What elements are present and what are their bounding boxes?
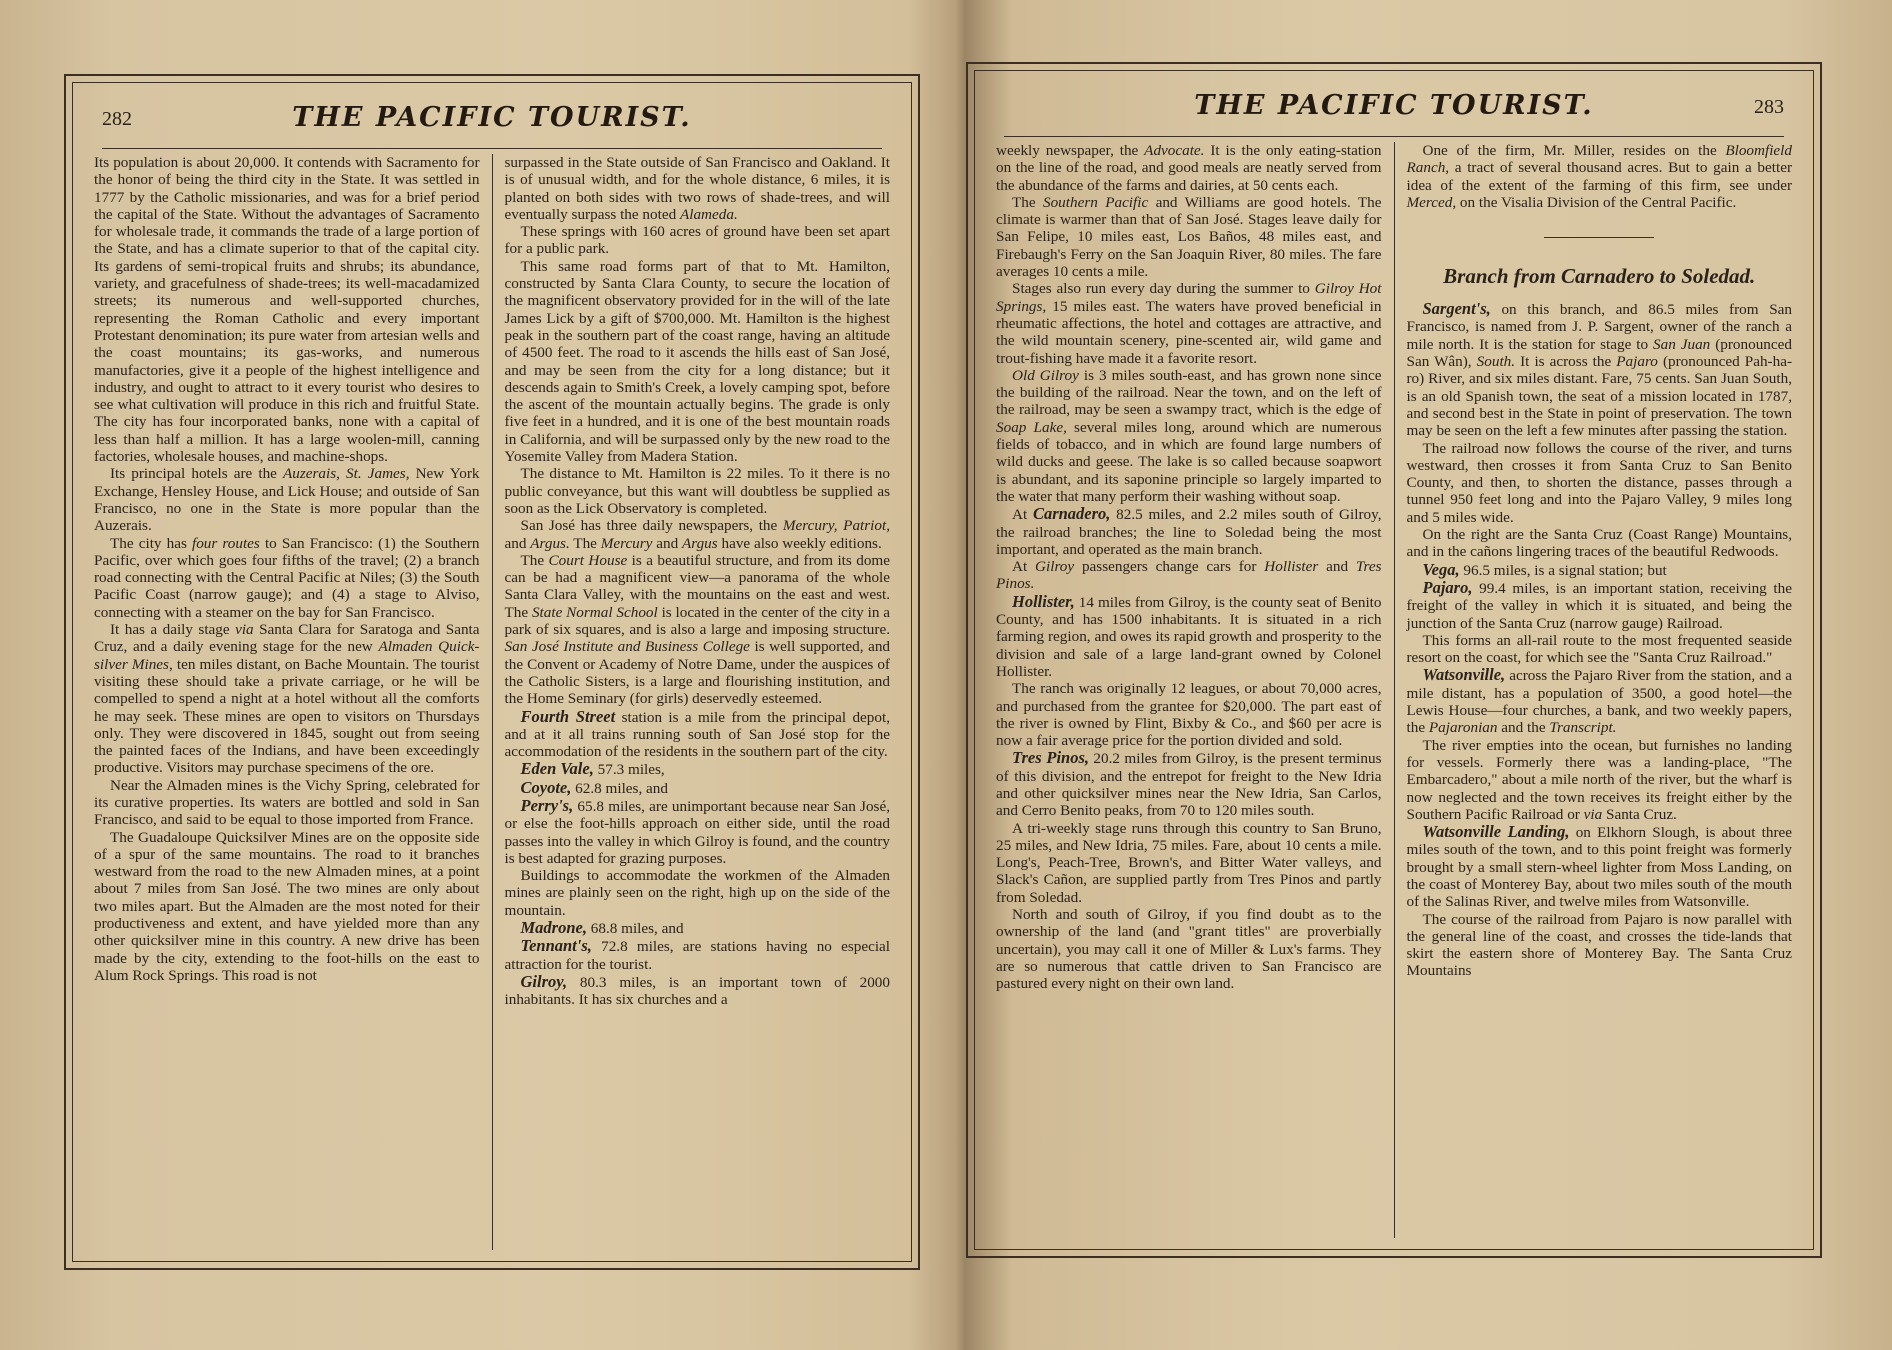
paragraph: Buildings to accommodate the workmen of the Almaden mines are plainly seen on the right, high up on the side of the mountain. — [504, 867, 890, 919]
paragraph: On the right are the Santa Cruz (Coast Range) Mountains, and in the cañons lingering traces of the beautiful Redwoods. — [1406, 526, 1792, 561]
right-column — [493, 154, 891, 1250]
column-text-bottom — [1407, 300, 1793, 980]
paragraph: The ranch was originally 12 leagues, or about 70,000 acres, and purchased from the grantee for $20,000. The part east of the river is owned by Flint, Bixby & Co., and $60 per acre is now a fair average price for the portion divided and sold. — [996, 680, 1382, 750]
paragraph: The city has four routes to San Francisco: (1) the Southern Pacific, over which goes four fifths of the travel; (2) a branch road connecting with the Central Pacific at Niles; (3) the South Pacific Coast (narrow gauge); and (4) a stage to Alviso, connecting with a steamer on the bay for San Francisco. — [94, 534, 480, 621]
paragraph: Coyote, 62.8 miles, and — [520, 777, 668, 797]
paragraph: Perry's, 65.8 miles, are unimportant because near San José, or else the foot-hills approach on either side, until the road passes into the valley in which Gilroy is found, and the country is best adapted for grazing purposes. — [504, 795, 890, 867]
running-title: THE PACIFIC TOURIST. — [1194, 90, 1594, 121]
page-header — [986, 90, 1802, 130]
column-text-top — [1407, 142, 1793, 211]
paragraph: Stages also run every day during the summer to Gilroy Hot Springs, 15 miles east. The waters have proved beneficial in rheumatic affections, the hotel and cottages are attractive, and the wild mountain scenery, pine-scented air, wild game and trout-fishing have made it a favorite resort. — [996, 280, 1382, 367]
paragraph: One of the firm, Mr. Miller, resides on the Bloomfield Ranch, a tract of several thousand acres. But to gain a better idea of the extent of the farming of this firm, see under Merced, on the Visalia Division of the Central Pacific. — [1406, 142, 1792, 211]
paragraph: The Southern Pacific and Williams are good hotels. The climate is warmer than that of San José. Stages leave daily for San Felipe, 10 miles east, Los Baños, 48 miles east, and Firebaugh's Ferry on the San Joaquin River, 80 miles. The fare averages 10 cents a mile. — [996, 193, 1382, 281]
paragraph: At Gilroy passengers change cars for Hollister and Tres Pinos. — [996, 558, 1382, 593]
paragraph: Tennant's, 72.8 miles, are stations having no especial attraction for the tourist. — [504, 936, 890, 973]
paragraph: Its principal hotels are the Auzerais, St. James, New York Exchange, Hensley House, and Lick House; and outside of San Francisco, no one in the State is more popular than the Auzerais. — [94, 465, 480, 535]
left-column — [94, 154, 493, 1250]
header-rule — [102, 148, 882, 149]
paragraph: Watsonville, across the Pajaro River from the station, and a mile distant, has a population of 3500, a good hotel—the Lewis House—four churches, a bank, and two weekly papers, the Pajaronian and the Transcript. — [1406, 665, 1792, 737]
paragraph: Sargent's, on this branch, and 86.5 miles from San Francisco, is named from J. P. Sargent, owner of the ranch a mile north. It is the station for stage to San Juan (pronounced San Wân), South. It is across the Pajaro (pronounced Pah-ha-ro) River, and six miles distant. Fare, 75 cents. San Juan South, is an old Spanish town, the seat of a mission located in 1787, and second best in the State in point of preservation. The town may be seen on the left a few minutes after passing the station. — [1406, 299, 1792, 440]
paragraph: Watsonville Landing, on Elkhorn Slough, is about three miles south of the town, and to this point freight was formerly brought by a small stern-wheel lighter from Moss Landing, on the coast of Monterey Bay, about two miles south of the mouth of the Salinas River, and twelve miles from Watsonville. — [1406, 822, 1792, 911]
paragraph: These springs with 160 acres of ground have been set apart for a public park. — [504, 223, 890, 258]
left-page — [64, 74, 920, 1270]
section-heading: Branch from Carnadero to Soledad. — [1443, 264, 1756, 289]
paragraph: Gilroy, 80.3 miles, is an important town of 2000 inhabitants. It has six churches and a — [504, 971, 890, 1009]
paragraph: The river empties into the ocean, but furnishes no landing for vessels. Formerly there was a landing-place, "The Embarcadero," about a mile north of the river, but the wharf is now neglected and the town receives its freight either by the Southern Pacific Railroad or via Santa Cruz. — [1406, 736, 1792, 823]
header-rule — [1004, 136, 1784, 137]
paragraph: Madrone, 68.8 miles, and — [520, 918, 684, 938]
right-page — [966, 62, 1822, 1258]
paragraph: Hollister, 14 miles from Gilroy, is the county seat of Benito County, and has 1500 inhabitants. It is situated in a rich farming region, and owes its rapid growth and prosperity to the division and sale of a large land-grant owned by Colonel Hollister. — [996, 591, 1382, 680]
text-columns — [94, 154, 890, 1250]
paragraph: Old Gilroy is 3 miles south-east, and has grown none since the building of the railroad. Near the town, and on the left of the railroad, may be seen a swampy tract, which is the edge of Soap Lake, several miles long, around which are numerous fields of tobacco, and in which are found large numbers of wild ducks and geese. The lake is so called because soapwort is abundant, and its saponine principle so largely imparted to the water that many perform their washing without soap. — [996, 366, 1382, 505]
paragraph: Eden Vale, 57.3 miles, — [520, 759, 665, 779]
paragraph: A tri-weekly stage runs through this country to San Bruno, 25 miles, and New Idria, 75 miles. Fare, about 10 cents a mile. Long's, Peach-Tree, Brown's, and Bitter Water valleys, and Slack's Cañon, are supplied partly from Tres Pinos and partly from Soledad. — [996, 819, 1382, 906]
paragraph: This same road forms part of that to Mt. Hamilton, constructed by Santa Clara County, to secure the location of the magnificent observatory provided for in the will of the late James Lick by a gift of $700,000. Mt. Hamilton is the highest peak in the southern part of the coast range, having an altitude of 4500 feet. The road to it ascends the hills east of San José, and may be seen from the city for a long distance; but it descends again to Smith's Creek, a lovely camping spot, before the ascent of the mountain actually begins. The grade is only five feet in a hundred, and it is one of the best mountain roads in California, and will be surpassed only by the new road to the Yosemite Valley from Madera Station. — [504, 257, 890, 466]
paragraph: This forms an all-rail route to the most frequented seaside resort on the coast, for which see the "Santa Cruz Railroad." — [1406, 631, 1792, 667]
running-title: THE PACIFIC TOURIST. — [292, 102, 692, 133]
paragraph: Vega, 96.5 miles, is a signal station; but — [1422, 559, 1667, 579]
paragraph: North and south of Gilroy, if you find doubt as to the ownership of the land (and "grant titles" are proverbially uncertain), you may call it one of Miller & Lux's farms. They are so numerous that cattle driven to San Francisco are pastured every night on their own land. — [996, 906, 1382, 993]
paragraph: The Guadaloupe Quicksilver Mines are on the opposite side of a spur of the same mountains. The road to it branches westward from the road to the new Almaden mines, at a point about 7 miles from San José. The two mines are only about two miles apart. But the Almaden are the most noted for their productiveness and extent, and have yielded more than any other quicksilver mine in this country. A new drive has been made by the city, extending to the foot-hills on the east to Alum Rock Springs. This road is not — [94, 828, 480, 984]
paragraph: At Carnadero, 82.5 miles, and 2.2 miles south of Gilroy, the railroad branches; the line to Soledad being the most important, and operated as the main branch. — [996, 504, 1382, 558]
paragraph: Its population is about 20,000. It contends with Sacramento for the honor of being the third city in the State. It was settled in 1777 by the Catholic missionaries, and was for a brief period the capital of the State. Without the advantages of Sacramento for wholesale trade, it commands the trade of a large portion of the State, and has a climate superior to that of the capital city. Its gardens of semi-tropical fruits and shrubs; its abundance, variety, and gracefulness of shade-trees; its well-macadamized streets; its numerous and well-supported churches, representing the Roman Catholic and every important Protestant denomination; its pure water from artesian wells and the coast mountains; its gas-works, and numerous manufactories, give it a people of the highest intelligence and industry, and ought to attract to it every tourist who desires to see what cultivation will produce in this rich and fruitful State. The city has four incorporated banks, none with a capital of less than half a million. It has a large woolen-mill, canning factories, wholesale houses, and machine-shops. — [94, 154, 480, 466]
right-column — [1395, 142, 1793, 1238]
paragraph: Fourth Street station is a mile from the principal depot, and at it all trains running south of San José stop for the accommodation of the residents in the southern part of the city. — [504, 706, 890, 761]
paragraph: weekly newspaper, the Advocate. It is the only eating-station on the line of the road, and good meals are neatly served from the abundance of the farms and dairies, at 50 cents each. — [996, 142, 1382, 194]
text-columns — [996, 142, 1792, 1238]
page-header — [84, 102, 900, 142]
paragraph: Near the Almaden mines is the Vichy Spring, celebrated for its curative properties. Its waters are bottled and sold in San Francisco, and said to be equal to those imported from France. — [94, 776, 480, 829]
paragraph: Pajaro, 99.4 miles, is an important station, receiving the freight of the valley in which it is situated, and being the junction of the Santa Cruz (narrow gauge) Railroad. — [1406, 577, 1792, 632]
page-number: 282 — [102, 108, 132, 130]
section-divider — [1544, 237, 1654, 238]
paragraph: The Court House is a beautiful structure, and from its dome can be had a magnificent view—a panorama of the whole Santa Clara Valley, with the mountains on the east and west. The State Normal School is located in the center of the city in a park of six squares, and is also a large and imposing structure. San José Institute and Business College is well supported, and the Convent or Academy of Notre Dame, under the auspices of the Catholic Sisters, is a large and flourishing institution, and the Home Seminary (for girls) deservedly esteemed. — [504, 551, 890, 708]
paragraph: The railroad now follows the course of the river, and turns westward, then crosses it from Santa Cruz to San Benito County, and then, to shorten the distance, passes through a tunnel 950 feet long and into the Pajaro Valley, 9 miles long and 5 miles wide. — [1406, 439, 1792, 526]
paragraph: The distance to Mt. Hamilton is 22 miles. To it there is no public conveyance, but this want will doubtless be supplied as soon as the Lick Observatory is completed. — [504, 465, 890, 517]
paragraph: The course of the railroad from Pajaro is now parallel with the general line of the coast, and crosses the tide-lands that skirt the eastern shore of Monterey Bay. The Santa Cruz Mountains — [1406, 910, 1792, 980]
paragraph: It has a daily stage via Santa Clara for Saratoga and Santa Cruz, and a daily evening stage for the new Almaden Quick-silver Mines, ten miles distant, on Bache Mountain. The tourist visiting these should take a private carriage, or he will be compelled to spend a night at a hotel without all the comforts he may seek. These mines are open to visitors on Thursdays only. They were discovered in 1845, sought out from seeing the painted faces of the Indians, and have been exceedingly productive. Visitors may purchase specimens of the ore. — [94, 621, 480, 777]
page-number: 283 — [1754, 96, 1784, 118]
paragraph: San José has three daily newspapers, the Mercury, Patriot, and Argus. The Mercury and Argus have also weekly editions. — [504, 517, 890, 552]
paragraph: surpassed in the State outside of San Francisco and Oakland. It is of unusual width, and for the whole distance, 6 miles, it is planted on both sides with two rows of shade-trees, and will eventually surpass the noted Alameda. — [504, 154, 890, 223]
paragraph: Tres Pinos, 20.2 miles from Gilroy, is the present terminus of this division, and the entrepot for freight to the New Idria and other quicksilver mines near the New Idria, San Carlos, and Cerro Benito peaks, from 70 to 120 miles south. — [996, 748, 1382, 820]
left-column — [996, 142, 1395, 1238]
